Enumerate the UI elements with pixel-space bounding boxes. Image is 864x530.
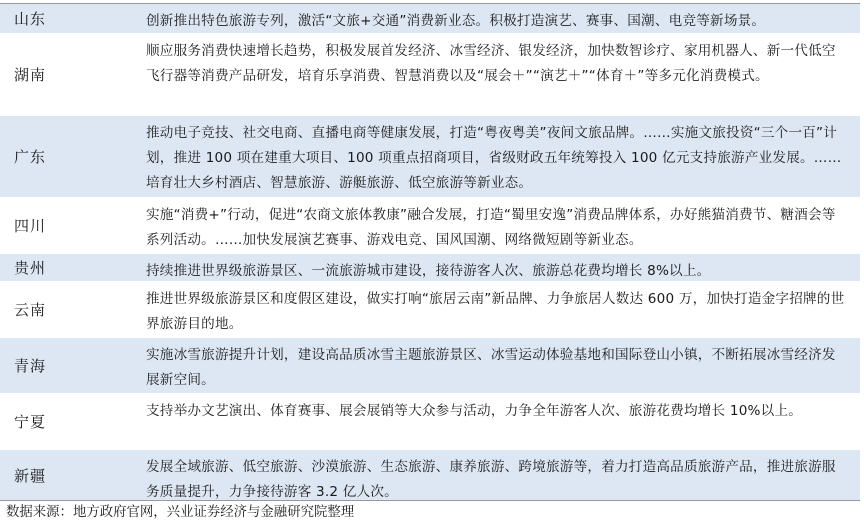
- province-cell: 山东: [0, 4, 130, 33]
- policy-text-cell: 持续推进世界级旅游景区、一流旅游城市建设，接待游客人次、旅游总花费均增长 8%以上。: [130, 254, 860, 281]
- policy-text-cell: 发展全域旅游、低空旅游、沙漠旅游、生态旅游、康养旅游、跨境旅游等，着力打造高品质旅游产品，推进旅游服务质量提升，力争接待游客 3.2 亿人次。: [130, 450, 860, 501]
- table-row: [0, 254, 860, 282]
- table-bottom-rule: [0, 500, 860, 501]
- policy-text-cell: 推动电子竞技、社交电商、直播电商等健康发展，打造“粤夜粤美”夜间文旅品牌。……实施文旅投资“三个一百”计划，推进 100 项在建重大项目、100 项重点招商项目，省级财政五年统筹投入 100 亿元支持旅游产业发展。……培育壮大乡村酒店、智慧旅游、游艇旅游、低空旅游等新业态。: [130, 116, 860, 197]
- province-cell: 云南: [14, 301, 47, 319]
- policy-text-cell: 推进世界级旅游景区和度假区建设，做实打响“旅居云南”新品牌、力争旅居人数达 600 万，加快打造金字招牌的世界旅游目的地。: [146, 291, 845, 332]
- table-row: [0, 116, 860, 198]
- table-row: [0, 198, 860, 254]
- province-cell: 四川: [14, 217, 47, 235]
- table-row: [0, 282, 860, 338]
- policy-text-cell: 实施冰雪旅游提升计划，建设高品质冰雪主题旅游景区、冰雪运动体验基地和国际登山小镇，不断拓展冰雪经济发展新空间。: [130, 338, 860, 393]
- policy-text-cell: 支持举办文艺演出、体育赛事、展会展销等大众参与活动，力争全年游客人次、旅游花费均增长 10%以上。: [146, 403, 803, 419]
- province-cell: 新疆: [0, 450, 130, 501]
- policy-table: [0, 3, 860, 502]
- data-source-note: 数据来源：地方政府官网，兴业证券经济与金融研究院整理: [6, 505, 355, 520]
- province-cell: 湖南: [14, 66, 47, 84]
- province-cell: 广东: [0, 116, 130, 197]
- table-row: [0, 450, 860, 502]
- table-row: [0, 394, 860, 450]
- table-row: [0, 4, 860, 34]
- province-cell: 贵州: [0, 254, 130, 281]
- table-row: [0, 338, 860, 394]
- province-cell: 青海: [0, 338, 130, 393]
- policy-text-cell: 顺应服务消费快速增长趋势，积极发展首发经济、冰雪经济、银发经济，加快数智诊疗、家用机器人、新一代低空飞行器等消费产品研发，培育乐享消费、智慧消费以及“展会＋”“演艺＋”“体育＋”等多元化消费模式。: [146, 43, 836, 84]
- policy-text-cell: 实施“消费+”行动，促进“农商文旅体教康”融合发展，打造“蜀里安逸”消费品牌体系，办好熊猫消费节、糖酒会等系列活动。……加快发展演艺赛事、游戏电竞、国风国潮、网络微短剧等新业态。: [146, 207, 836, 248]
- table-row: [0, 34, 860, 116]
- policy-text-cell: 创新推出特色旅游专列，激活“文旅+交通”消费新业态。积极打造演艺、赛事、国潮、电竞等新场景。: [130, 4, 860, 33]
- province-cell: 宁夏: [14, 413, 47, 431]
